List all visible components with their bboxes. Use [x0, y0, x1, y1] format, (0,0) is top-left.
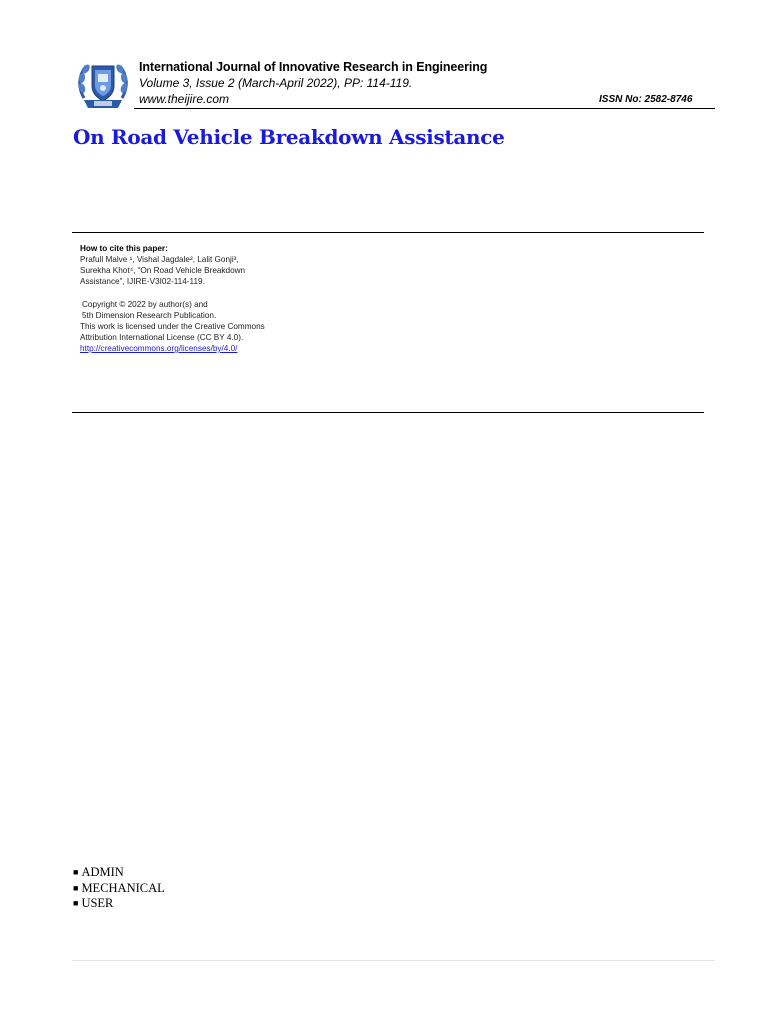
copyright-line: Attribution International License (CC BY 4.0). — [80, 333, 244, 342]
copyright-line: This work is licensed under the Creative Commons — [80, 322, 265, 331]
bullet-icon: ■ — [73, 882, 79, 893]
issn-number: ISSN No: 2582-8746 — [599, 94, 693, 105]
role-list — [73, 865, 165, 912]
copyright-line: 5th Dimension Research Publication. — [82, 311, 217, 320]
citation-line: Assistance”, IJIRE-V3I02-114-119. — [80, 277, 205, 286]
list-item — [73, 896, 165, 912]
citation-heading: How to cite this paper: — [80, 244, 168, 253]
citation-line: Surekha Khot⁴, “On Road Vehicle Breakdown — [80, 266, 246, 275]
role-label: ADMIN — [81, 865, 124, 879]
bullet-icon: ■ — [73, 867, 79, 877]
list-item — [73, 865, 165, 881]
header-divider — [134, 108, 715, 109]
copyright-line: Copyright © 2022 by author(s) and — [82, 300, 208, 309]
footer-divider — [72, 960, 715, 961]
role-label: MECHANICAL — [81, 880, 165, 895]
citation-line: Prafull Malve ¹, Vishal Jagdale², Lalit Gonji³, — [80, 255, 239, 264]
journal-name: International Journal of Innovative Research in Engineering — [139, 60, 488, 74]
citation-block — [80, 243, 320, 287]
citation-bottom-divider — [72, 412, 704, 413]
bullet-icon: ■ — [73, 898, 79, 908]
journal-website: www.theijire.com — [139, 92, 230, 106]
role-label: USER — [81, 896, 114, 910]
citation-top-divider — [72, 232, 704, 233]
copyright-block — [80, 299, 340, 354]
paper-title: On Road Vehicle Breakdown Assistance — [73, 125, 505, 149]
list-item — [73, 881, 165, 897]
journal-crest-icon — [76, 58, 130, 110]
journal-volume-info: Volume 3, Issue 2 (March-April 2022), PP: 114-119. — [139, 76, 413, 90]
license-link[interactable]: http://creativecommons.org/licenses/by/4.0/ — [80, 344, 238, 353]
